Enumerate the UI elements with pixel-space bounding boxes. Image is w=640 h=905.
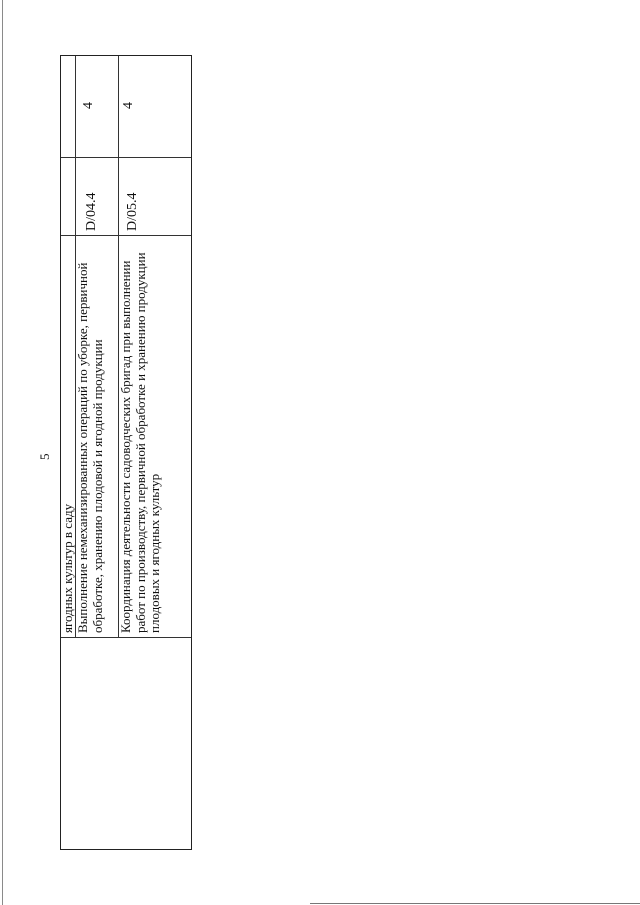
table-row-function: Координация деятельности садоводческих бригад при выполнении работ по производству, первичной обработке и хранению продукции плодовых и ягодных культур [118, 252, 162, 633]
scan-bottom-edge [310, 903, 640, 904]
table-column-divider [61, 235, 191, 236]
table-row-code: D/04.4 [84, 192, 99, 231]
page-number: 5 [37, 453, 52, 460]
table-row-level: 4 [121, 102, 136, 109]
table-column-divider [61, 157, 191, 158]
table-row-code: D/05.4 [125, 192, 140, 231]
scan-left-edge [2, 0, 3, 905]
functions-table [60, 55, 192, 850]
table-continuation-text: ягодных культур в саду [60, 503, 75, 633]
table-row-function: Выполнение немеханизированных операций по уборке, первичной обработке, хранению плодовой и ягодной продукции [75, 262, 105, 633]
rotated-page-content [37, 55, 192, 850]
table-row-level: 4 [81, 102, 96, 109]
table-column-divider [61, 637, 191, 638]
